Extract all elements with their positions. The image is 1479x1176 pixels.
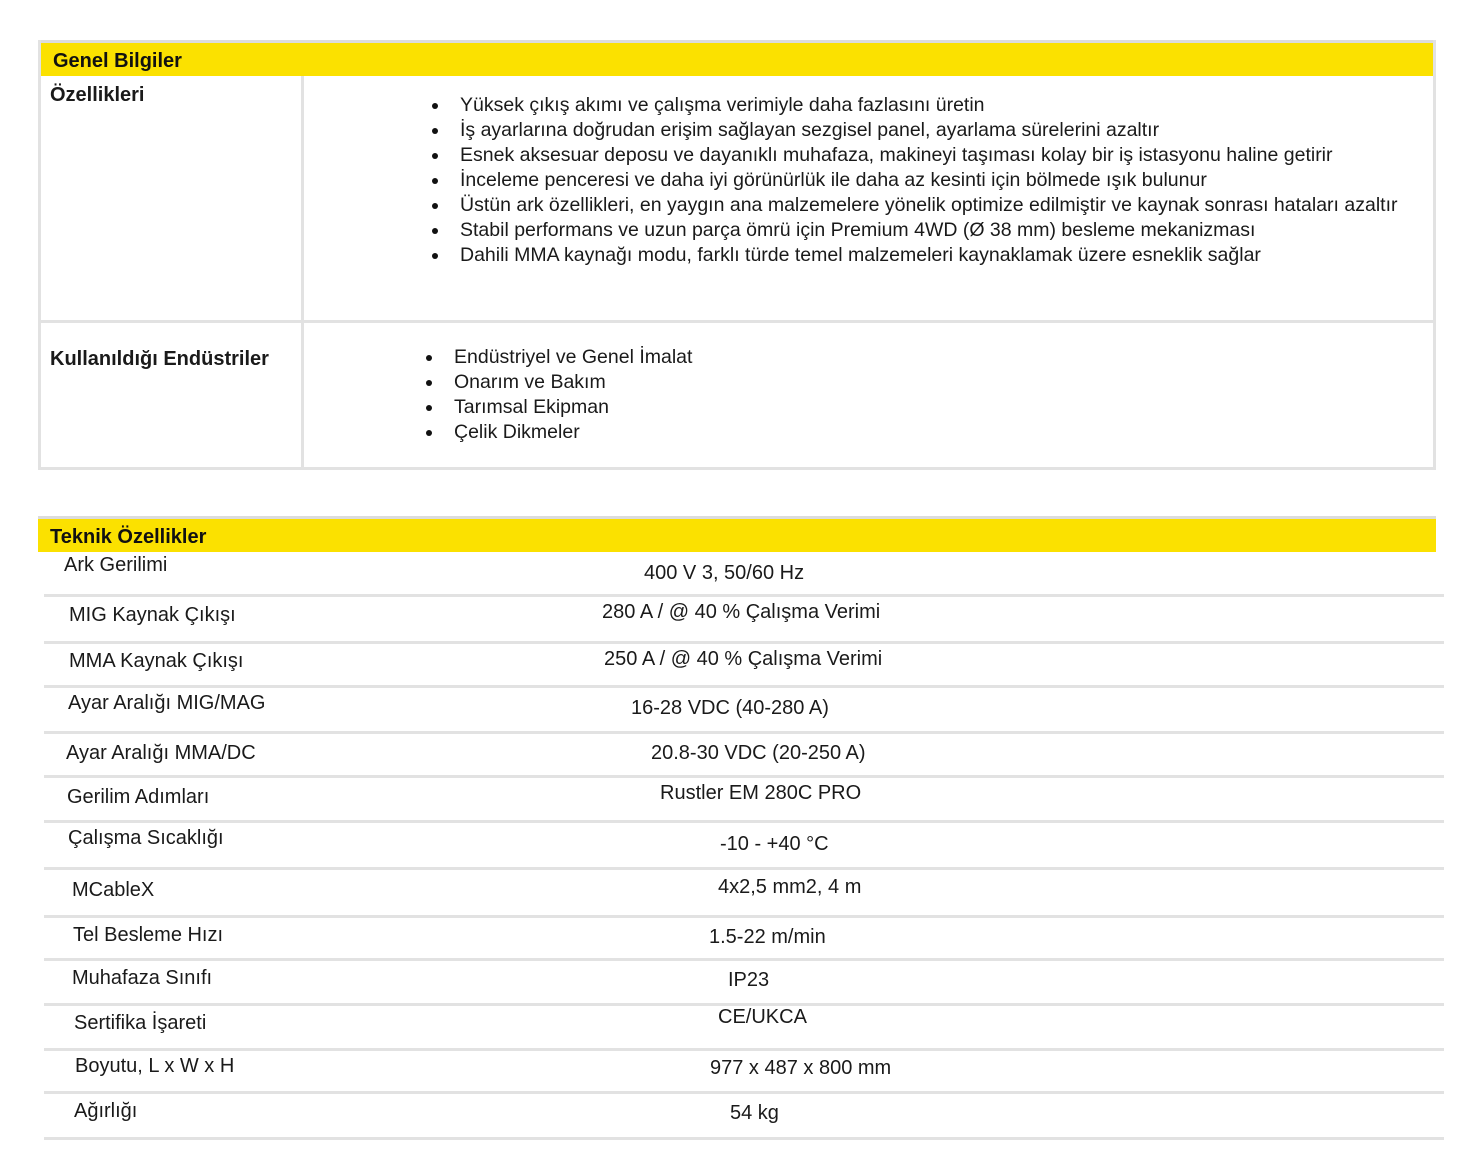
list-item: Onarım ve Bakım (426, 370, 1026, 395)
list-item: İnceleme penceresi ve daha iyi görünürlük ile daha az kesinti için bölmede ışık bulunur (432, 168, 1417, 193)
list-item: Tarımsal Ekipman (426, 395, 1026, 420)
features-label-cell (41, 76, 304, 320)
spec-value: 977 x 487 x 800 mm (710, 1057, 892, 1079)
table-row (44, 870, 1444, 918)
table-row (44, 1094, 1444, 1140)
features-label: Özellikleri (50, 84, 145, 106)
list-item: Çelik Dikmeler (426, 420, 1026, 445)
spec-label: Ağırlığı (74, 1100, 138, 1122)
spec-label: MCableX (72, 879, 155, 901)
spec-label: Tel Besleme Hızı (73, 924, 224, 946)
table-row (44, 961, 1444, 1006)
industries-label-cell (41, 323, 304, 467)
spec-label: Gerilim Adımları (67, 786, 210, 808)
spec-label: Sertifika İşareti (74, 1012, 207, 1034)
spec-value: 280 A / @ 40 % Çalışma Verimi (602, 601, 881, 623)
spec-label: MMA Kaynak Çıkışı (69, 650, 244, 672)
list-item: Üstün ark özellikleri, en yaygın ana malzemelere yönelik optimize edilmiştir ve kaynak sonrası hataları azaltır (432, 193, 1417, 218)
list-item: Yüksek çıkış akımı ve çalışma verimiyle daha fazlasını üretin (432, 93, 1417, 118)
table-row (44, 688, 1444, 734)
table-row (44, 1051, 1444, 1094)
spec-label: Ayar Aralığı MMA/DC (66, 742, 256, 764)
spec-label: Boyutu, L x W x H (75, 1055, 235, 1077)
table-row (44, 734, 1444, 778)
spec-value: Rustler EM 280C PRO (660, 782, 862, 804)
spec-value: 4x2,5 mm2, 4 m (718, 876, 862, 898)
spec-value: CE/UKCA (718, 1006, 807, 1028)
tech-specs-section (38, 516, 1436, 1146)
spec-value: -10 - +40 °C (720, 833, 829, 855)
features-list (432, 93, 1417, 268)
general-info-header: Genel Bilgiler (41, 40, 1433, 76)
spec-label: Ayar Aralığı MIG/MAG (68, 692, 266, 714)
spec-label: Muhafaza Sınıfı (72, 967, 213, 989)
spec-value: 20.8-30 VDC (20-250 A) (651, 742, 866, 764)
tech-specs-header: Teknik Özellikler (38, 516, 1436, 552)
spec-value: 54 kg (730, 1102, 779, 1124)
industries-label: Kullanıldığı Endüstriler (50, 348, 269, 370)
general-info-section (38, 40, 1436, 470)
spec-label: Çalışma Sıcaklığı (68, 827, 224, 849)
table-row (44, 552, 1444, 597)
list-item: Endüstriyel ve Genel İmalat (426, 345, 1026, 370)
list-item: İş ayarlarına doğrudan erişim sağlayan sezgisel panel, ayarlama sürelerini azaltır (432, 118, 1417, 143)
table-row (44, 918, 1444, 961)
table-row (44, 597, 1444, 644)
table-row (44, 778, 1444, 823)
spec-value: 1.5-22 m/min (709, 926, 826, 948)
table-row (44, 644, 1444, 688)
industries-list (426, 345, 1026, 445)
spec-label: Ark Gerilimi (64, 554, 168, 576)
features-row (41, 76, 1433, 323)
spec-value: IP23 (728, 969, 770, 991)
spec-value: 250 A / @ 40 % Çalışma Verimi (604, 648, 883, 670)
spec-value: 400 V 3, 50/60 Hz (644, 562, 805, 584)
list-item: Esnek aksesuar deposu ve dayanıklı muhafaza, makineyi taşıması kolay bir iş istasyonu haline getirir (432, 143, 1417, 168)
table-row (44, 1006, 1444, 1051)
table-row (44, 823, 1444, 870)
spec-label: MIG Kaynak Çıkışı (69, 604, 236, 626)
list-item: Dahili MMA kaynağı modu, farklı türde temel malzemeleri kaynaklamak üzere esneklik sağlar (432, 243, 1417, 268)
spec-value: 16-28 VDC (40-280 A) (631, 697, 829, 719)
list-item: Stabil performans ve uzun parça ömrü için Premium 4WD (Ø 38 mm) besleme mekanizması (432, 218, 1417, 243)
industries-row (41, 323, 1433, 470)
